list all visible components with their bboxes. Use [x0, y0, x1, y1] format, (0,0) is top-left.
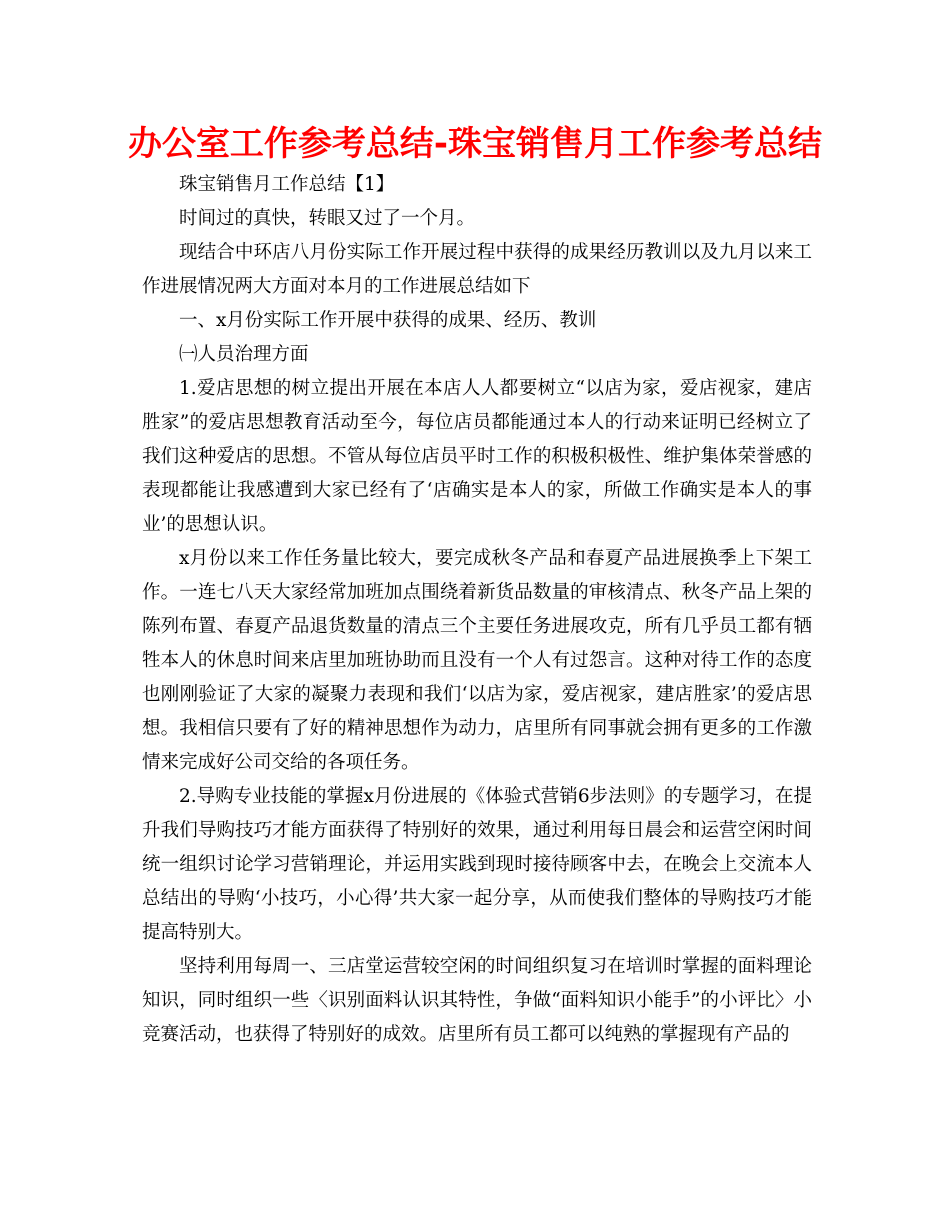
paragraph: 1.爱店思想的树立提出开展在本店人人都要树立“以店为家，爱店视家，建店胜家”的爱店思想教育活动至今，每位店员都能通过本人的行动来证明已经树立了我们这种爱店的思想。不管从每位店员平时工作的积极积极性、维护集体荣誉感的表现都能让我感遭到大家已经有了‘店确实是本人的家，所做工作确实是本人的事业’的思想认识。: [142, 378, 812, 535]
paragraph-heading: 珠宝销售月工作总结【1】: [179, 174, 395, 195]
subsection-heading: ㈠人员治理方面: [179, 344, 309, 365]
paragraph: 2.导购专业技能的掌握x月份进展的《体验式营销6步法则》的专题学习，在提升我们导购技巧才能方面获得了特别好的效果，通过利用每日晨会和运营空闲时间统一组织讨论学习营销理论，并运用实践到现时接待顾客中去，在晚会上交流本人总结出的导购‘小技巧，小心得’共大家一起分享，从而使我们整体的导购技巧才能提高特别大。: [142, 786, 812, 943]
paragraph: x月份以来工作任务量比较大，要完成秋冬产品和春夏产品进展换季上下架工作。一连七八天大家经常加班加点围绕着新货品数量的审核清点、秋冬产品上架的陈列布置、春夏产品退货数量的清点三个主要任务进展攻克，所有几乎员工都有牺牲本人的休息时间来店里加班协助而且没有一个人有过怨言。这种对待工作的态度也刚刚验证了大家的凝聚力表现和我们‘以店为家，爱店视家，建店胜家’的爱店思想。我相信只要有了好的精神思想作为动力，店里所有同事就会拥有更多的工作激情来完成好公司交给的各项任务。: [142, 548, 812, 773]
document-body: [142, 168, 812, 1052]
paragraph: 时间过的真快，转眼又过了一个月。: [179, 208, 476, 229]
paragraph: 现结合中环店八月份实际工作开展过程中获得的成果经历教训以及九月以来工作进展情况两大方面对本月的工作进展总结如下: [142, 242, 812, 297]
paragraph: 坚持利用每周一、三店堂运营较空闲的时间组织复习在培训时掌握的面料理论知识，同时组织一些〈识别面料认识其特性，争做“面料知识小能手”的小评比〉小竞赛活动，也获得了特别好的成效。店里所有员工都可以纯熟的掌握现有产品的: [142, 956, 812, 1045]
document-title: 办公室工作参考总结-珠宝销售月工作参考总结: [127, 124, 823, 164]
section-heading: 一、x月份实际工作开展中获得的成果、经历、教训: [179, 310, 597, 331]
